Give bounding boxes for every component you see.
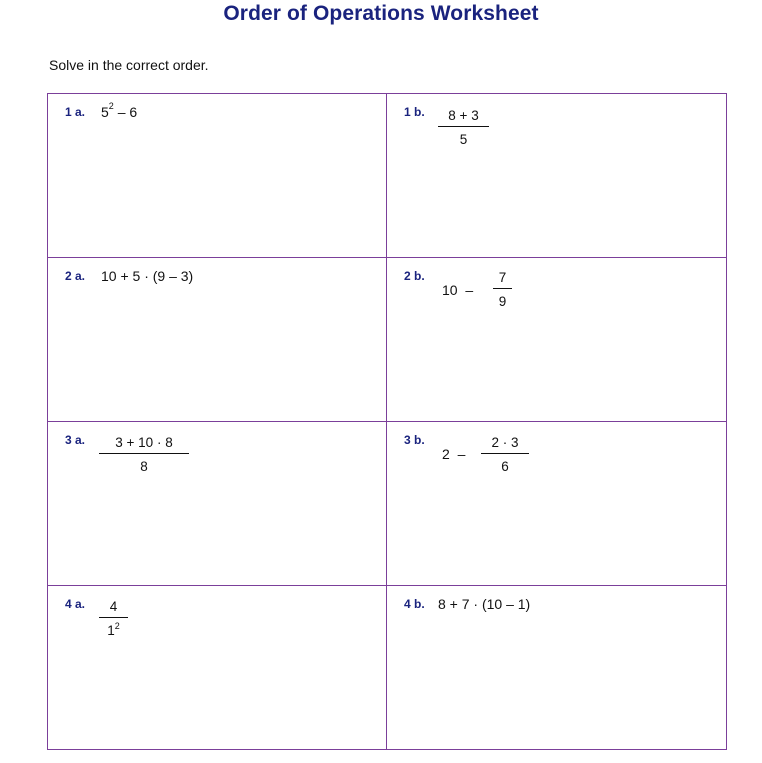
problem-label: 1 b. — [404, 105, 425, 119]
fraction-numerator: 3 + 10 · 8 — [115, 435, 173, 450]
expression-prefix: 10 – — [442, 282, 474, 298]
exponent: 2 — [114, 621, 120, 631]
exponent-base: 1 — [107, 623, 115, 638]
exponent: 2 — [108, 101, 114, 111]
problem-grid — [47, 93, 727, 750]
fraction — [438, 108, 489, 147]
fraction — [99, 435, 189, 474]
problem-cell-1a[interactable] — [48, 94, 387, 258]
fraction-numerator: 7 — [498, 270, 507, 285]
fraction — [481, 435, 529, 474]
problem-expression: 8 + 7 · (10 – 1) — [438, 596, 531, 612]
fraction-denominator: 9 — [498, 294, 507, 309]
expression-prefix: 2 – — [442, 446, 466, 462]
problem-cell-1b[interactable] — [387, 94, 726, 258]
problem-label: 4 a. — [65, 597, 86, 611]
fraction-numerator: 4 — [109, 599, 118, 614]
worksheet-title: Order of Operations Worksheet — [223, 2, 539, 25]
problem-cell-3a[interactable] — [48, 422, 387, 586]
problem-cell-4a[interactable] — [48, 586, 387, 749]
instructions-text: Solve in the correct order. — [49, 57, 209, 73]
problem-label: 1 a. — [65, 105, 86, 119]
problem-label: 3 a. — [65, 433, 86, 447]
problem-label: 2 b. — [404, 269, 425, 283]
fraction-numerator: 8 + 3 — [448, 108, 479, 123]
fraction — [493, 270, 512, 309]
expression-rest: – 6 — [117, 104, 138, 120]
problem-expression: 10 + 5 · (9 – 3) — [101, 268, 194, 284]
problem-cell-2a[interactable] — [48, 258, 387, 422]
problem-label: 3 b. — [404, 433, 425, 447]
problem-expression — [101, 101, 138, 120]
fraction-numerator: 2 · 3 — [491, 435, 519, 450]
problem-cell-2b[interactable] — [387, 258, 726, 422]
fraction-denominator: 8 — [140, 459, 148, 474]
problem-label: 2 a. — [65, 269, 86, 283]
fraction — [99, 599, 128, 638]
problem-cell-4b[interactable] — [387, 586, 726, 749]
fraction-denominator — [99, 618, 128, 638]
fraction-denominator: 5 — [459, 132, 468, 147]
fraction-denominator: 6 — [501, 459, 509, 474]
exponent-base: 5 — [101, 104, 109, 120]
problem-label: 4 b. — [404, 597, 425, 611]
problem-cell-3b[interactable] — [387, 422, 726, 586]
